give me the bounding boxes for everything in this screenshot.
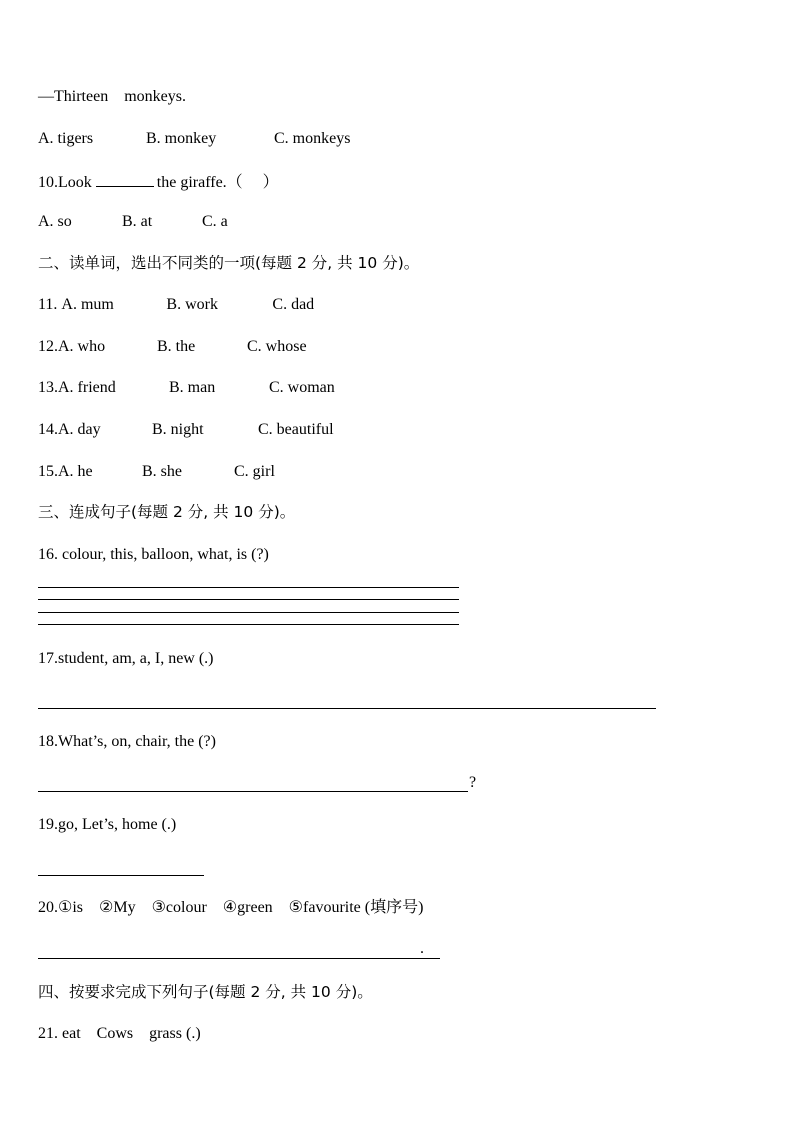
q9-option-a: A. tigers [38,130,94,147]
q10-stem-before: 10.Look [38,174,92,191]
q19-prompt: 19.go, Let’s, home (.) [38,816,177,833]
q12-option-a: A. who [58,338,106,355]
q11-option-a: A. mum [61,296,114,313]
q17-answer-line[interactable] [38,708,656,709]
q12-option-b: B. the [157,338,196,355]
q13-number: 13. [38,379,58,396]
q19-answer-line[interactable] [38,875,204,876]
q9-option-c: C. monkeys [274,130,351,147]
q12 [38,337,307,357]
q15-option-c: C. girl [234,463,275,480]
q15-option-b: B. she [142,463,182,480]
q11-option-b: B. work [166,296,218,313]
q13-option-a: A. friend [58,379,116,396]
q14-option-c: C. beautiful [258,421,334,438]
q10-option-b: B. at [122,213,153,230]
q11 [38,295,314,315]
q20-prompt: 20.①is ②My ③colour ④green ⑤favourite (填序号) [38,899,424,916]
q10-option-a: A. so [38,213,72,230]
q14-option-a: A. day [58,421,101,438]
q12-option-c: C. whose [247,338,307,355]
q21-prompt: 21. eat Cows grass (.) [38,1025,201,1042]
q14 [38,420,334,440]
q10-answer-blank[interactable] [96,170,154,187]
q11-number: 11. [38,296,62,313]
section3-heading: 三、连成句子(每题 2 分, 共 10 分)。 [38,503,296,521]
q15-number: 15. [38,463,58,480]
q10-options [38,212,228,232]
q17-prompt: 17.student, am, a, I, new (.) [38,650,214,667]
q15-option-a: A. he [58,463,93,480]
q18-prompt: 18.What’s, on, chair, the (?) [38,733,216,750]
q11-option-c: C. dad [272,296,315,313]
q14-option-b: B. night [152,421,204,438]
section2-heading: 二、读单词，选出不同类的一项(每题 2 分, 共 10 分)。 [38,254,420,272]
q9-answer-line: —Thirteen monkeys. [38,88,186,105]
q10-stem-after: the giraffe.（ ） [156,174,279,191]
q16-answer-line-4[interactable] [38,624,459,625]
q9-options [38,129,350,149]
section4-heading: 四、按要求完成下列句子(每题 2 分, 共 10 分)。 [38,983,373,1001]
q14-number: 14. [38,421,58,438]
q18-answer-line[interactable] [38,791,468,792]
q10-option-c: C. a [202,213,228,230]
q15 [38,462,275,482]
q10-stem [38,170,279,193]
q16-answer-line-1[interactable] [38,587,459,588]
q16-prompt: 16. colour, this, balloon, what, is (?) [38,546,269,563]
q12-number: 12. [38,338,58,355]
q18-question-mark: ? [469,774,477,791]
q13 [38,378,335,398]
q13-option-b: B. man [169,379,216,396]
q9-option-b: B. monkey [146,130,217,147]
q20-period: . [420,940,424,957]
q16-answer-line-2[interactable] [38,599,459,600]
q20-answer-line[interactable] [38,958,440,959]
q13-option-c: C. woman [269,379,335,396]
q16-answer-line-3[interactable] [38,612,459,613]
